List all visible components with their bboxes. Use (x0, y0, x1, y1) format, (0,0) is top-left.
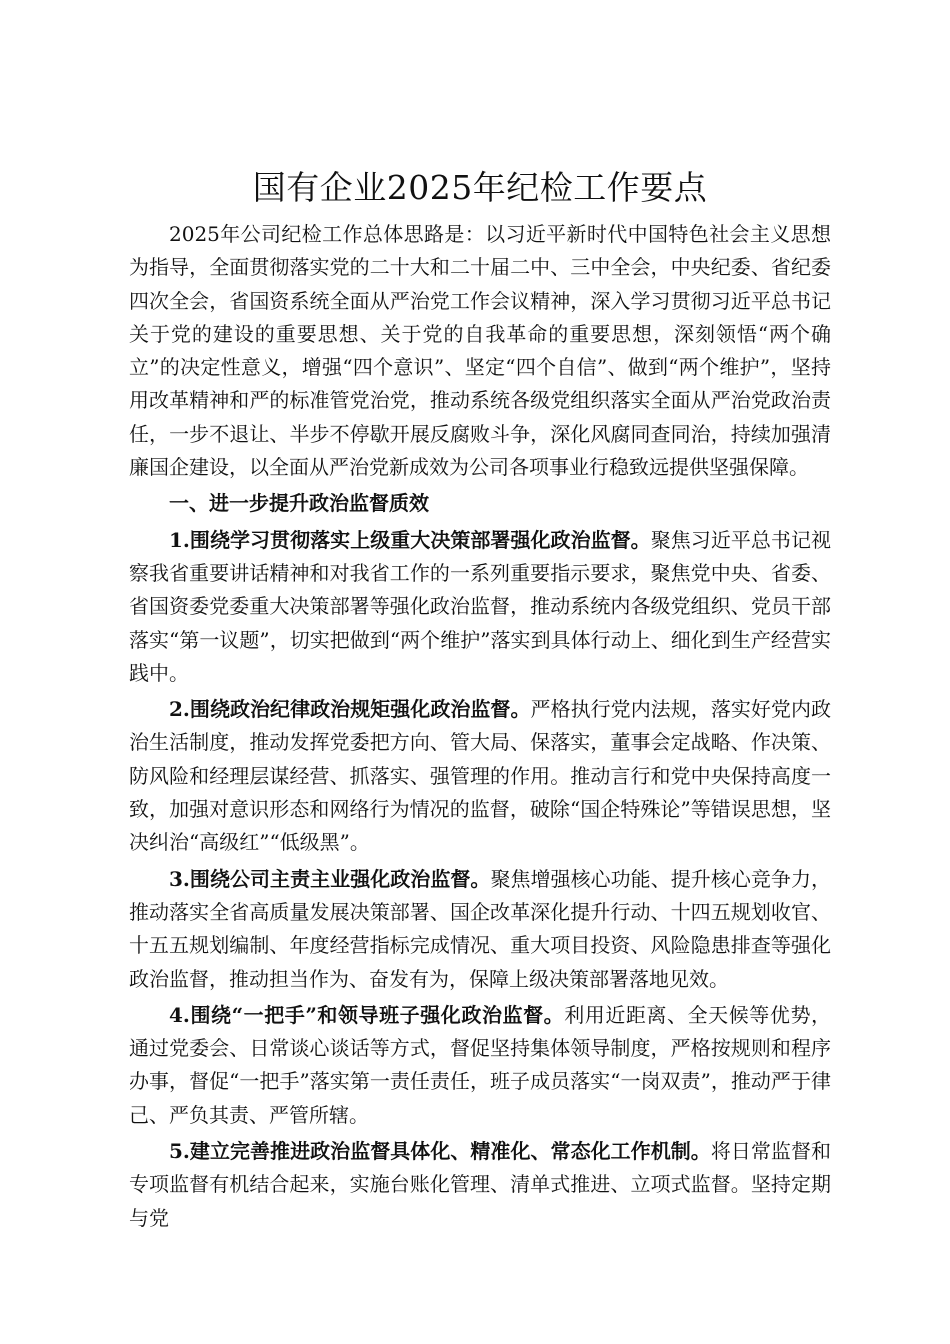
item-paragraph (129, 863, 831, 996)
item-body: 聚焦习近平总书记视察我省重要讲话精神和对我省工作的一系列重要指示要求，聚焦党中央、省委、省国资委党委重大决策部署等强化政治监督，推动系统内各级党组织、党员干部落实“第一议题”，切实把做到“两个维护”落实到具体行动上、细化到生产经营实践中。 (129, 527, 831, 685)
document-title: 国有企业2025年纪检工作要点 (252, 168, 708, 207)
item-lead: 3.围绕公司主责主业强化政治监督。 (169, 866, 491, 891)
item-lead: 5.建立完善推进政治监督具体化、精准化、常态化工作机制。 (169, 1139, 711, 1164)
item-lead: 1.围绕学习贯彻落实上级重大决策部署强化政治监督。 (169, 527, 651, 552)
item-lead: 2.围绕政治纪律政治规矩强化政治监督。 (169, 697, 531, 722)
item-paragraph (129, 693, 831, 859)
item-paragraph (129, 1135, 831, 1235)
item-lead: 4.围绕“一把手”和领导班子强化政治监督。 (169, 1002, 565, 1027)
item-body: 利用近距离、全天候等优势，通过党委会、日常谈心谈话等方式，督促坚持集体领导制度，严格按规则和程序办事，督促“一把手”落实第一责任责任，班子成员落实“一岗双责”，推动严于律己、严负其责、严管所辖。 (129, 1002, 832, 1127)
item-paragraph (129, 999, 831, 1132)
intro-paragraph: 2025年公司纪检工作总体思路是：以习近平新时代中国特色社会主义思想为指导，全面贯彻落实党的二十大和二十届二中、三中全会，中央纪委、省纪委四次全会，省国资系统全面从严治党工作会议精神，深入学习贯彻习近平总书记关于党的建设的重要思想、关于党的自我革命的重要思想，深刻领悟“两个确立”的决定性意义，增强“四个意识”、坚定“四个自信”、做到“两个维护”，坚持用改革精神和严的标准管党治党，推动系统各级党组织落实全面从严治党政治责任，一步不退让、半步不停歇开展反腐败斗争，深化风腐同查同治，持续加强清廉国企建设，以全面从严治党新成效为公司各项事业行稳致远提供坚强保障。 (129, 222, 831, 480)
item-body: 严格执行党内法规，落实好党内政治生活制度，推动发挥党委把方向、管大局、保落实，董事会定战略、作决策、防风险和经理层谋经营、抓落实、强管理的作用。推动言行和党中央保持高度一致，加强对意识形态和网络行为情况的监督，破除“国企特殊论”等错误思想，坚决纠治“高级红”“低级黑”。 (129, 697, 832, 855)
item-body: 聚焦增强核心功能、提升核心竞争力，推动落实全省高质量发展决策部署、国企改革深化提升行动、十四五规划收官、十五五规划编制、年度经营指标完成情况、重大项目投资、风险隐患排查等强化政治监督，推动担当作为、奋发有为，保障上级决策部署落地见效。 (129, 866, 831, 991)
item-paragraph (129, 524, 831, 690)
document-page (129, 164, 831, 1238)
item-body: 将日常监督和专项监督有机结合起来，实施台账化管理、清单式推进、立项式监督。坚持定期与党 (129, 1139, 832, 1230)
section-heading: 一、进一步提升政治监督质效 (169, 491, 429, 516)
